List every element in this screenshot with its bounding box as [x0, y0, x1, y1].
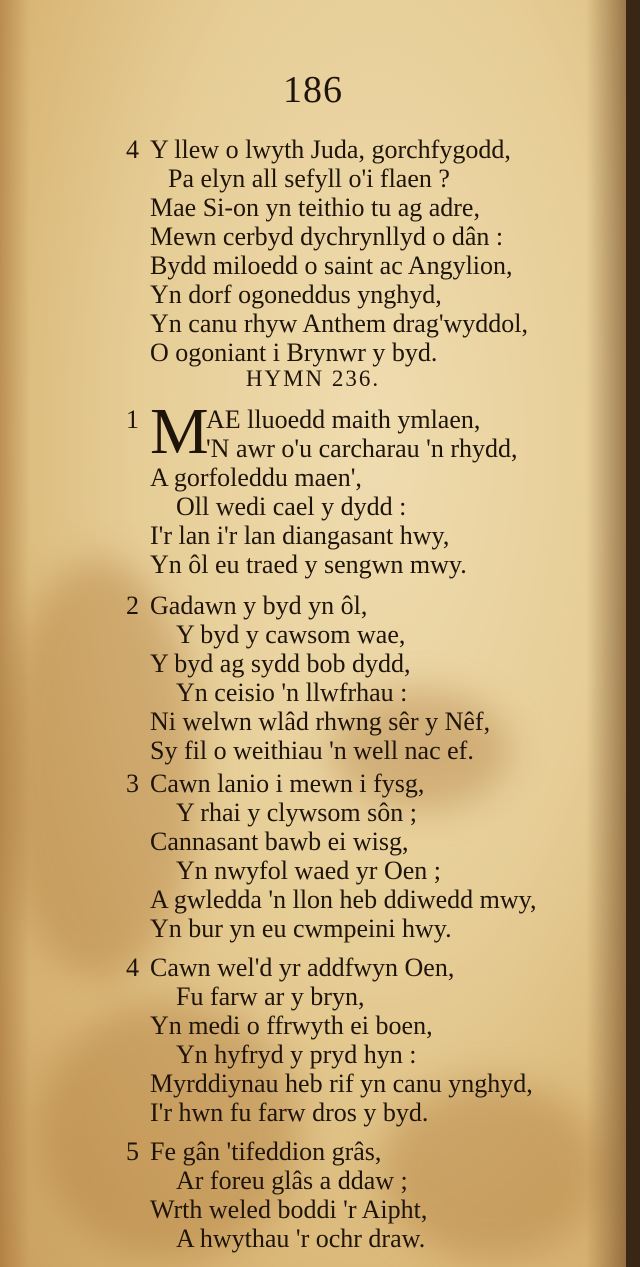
stanza-line: Gadawn y byd yn ôl, [150, 591, 368, 620]
stanza-number: 1 [126, 405, 139, 434]
hymn-title: HYMN 236. [245, 366, 381, 391]
drop-cap: M [150, 395, 209, 468]
stanza-number: 3 [126, 769, 139, 798]
stanza-line: Yn ceisio 'n llwfrhau : [176, 678, 408, 707]
stanza-line: Cawn wel'd yr addfwyn Oen, [150, 953, 455, 982]
stanza-number: 4 [126, 953, 139, 982]
page-number: 186 [283, 69, 343, 111]
stanza-line: Ni welwn wlâd rhwng sêr y Nêf, [150, 707, 491, 736]
stanza-line: Ar foreu glâs a ddaw ; [176, 1166, 408, 1195]
stanza-line: Yn ôl eu traed y sengwn mwy. [150, 550, 467, 579]
stanza-line: Y rhai y clywsom sôn ; [176, 798, 417, 827]
stanza-line: Fe gân 'tifeddion grâs, [150, 1137, 382, 1166]
stanza-line: I'r hwn fu farw dros y byd. [150, 1098, 429, 1127]
verse-line: Yn dorf ogoneddus ynghyd, [150, 280, 442, 309]
stanza-line: 'N awr o'u carcharau 'n rhydd, [206, 434, 518, 463]
verse-line: Pa elyn all sefyll o'i flaen ? [168, 164, 450, 193]
verse-line: O ogoniant i Brynwr y byd. [150, 338, 438, 367]
stanza-line: Yn medi o ffrwyth ei boen, [150, 1011, 433, 1040]
stanza-number: 5 [126, 1137, 139, 1166]
stanza-number: 2 [126, 591, 139, 620]
stanza-line: Yn hyfryd y pryd hyn : [176, 1040, 417, 1069]
verse-line: Y llew o lwyth Juda, gorchfygodd, [150, 135, 511, 164]
verse-line: Yn canu rhyw Anthem drag'wyddol, [150, 309, 529, 338]
stanza-line: I'r lan i'r lan diangasant hwy, [150, 521, 450, 550]
stanza-line: A gorfoleddu maen', [150, 463, 362, 492]
stanza-line: Y byd y cawsom wae, [176, 620, 406, 649]
stanza-line: Sy fil o weithiau 'n well nac ef. [150, 736, 474, 765]
page-left-edge [0, 0, 30, 1267]
stanza-line: AE lluoedd maith ymlaen, [206, 405, 481, 434]
verse-line: Mae Si-on yn teithio tu ag adre, [150, 193, 480, 222]
stanza-line: A gwledda 'n llon heb ddiwedd mwy, [150, 885, 537, 914]
stanza-line: A hwythau 'r ochr draw. [176, 1224, 426, 1253]
stanza-line: Yn nwyfol waed yr Oen ; [176, 856, 441, 885]
stanza-line: Wrth weled boddi 'r Aipht, [150, 1195, 428, 1224]
stanza-line: Cawn lanio i mewn i fysg, [150, 769, 425, 798]
stanza-line: Cannasant bawb ei wisg, [150, 827, 409, 856]
verse-line: Bydd miloedd o saint ac Angylion, [150, 251, 513, 280]
page-right-edge [586, 0, 626, 1267]
stanza-line: Fu farw ar y bryn, [176, 982, 365, 1011]
verse-number: 4 [126, 135, 139, 164]
stanza-line: Y byd ag sydd bob dydd, [150, 649, 411, 678]
verse-line: Mewn cerbyd dychrynllyd o dân : [150, 222, 504, 251]
stanza-line: Myrddiynau heb rif yn canu ynghyd, [150, 1069, 533, 1098]
stanza-line: Oll wedi cael y dydd : [176, 492, 407, 521]
stanza-line: Yn bur yn eu cwmpeini hwy. [150, 914, 452, 943]
